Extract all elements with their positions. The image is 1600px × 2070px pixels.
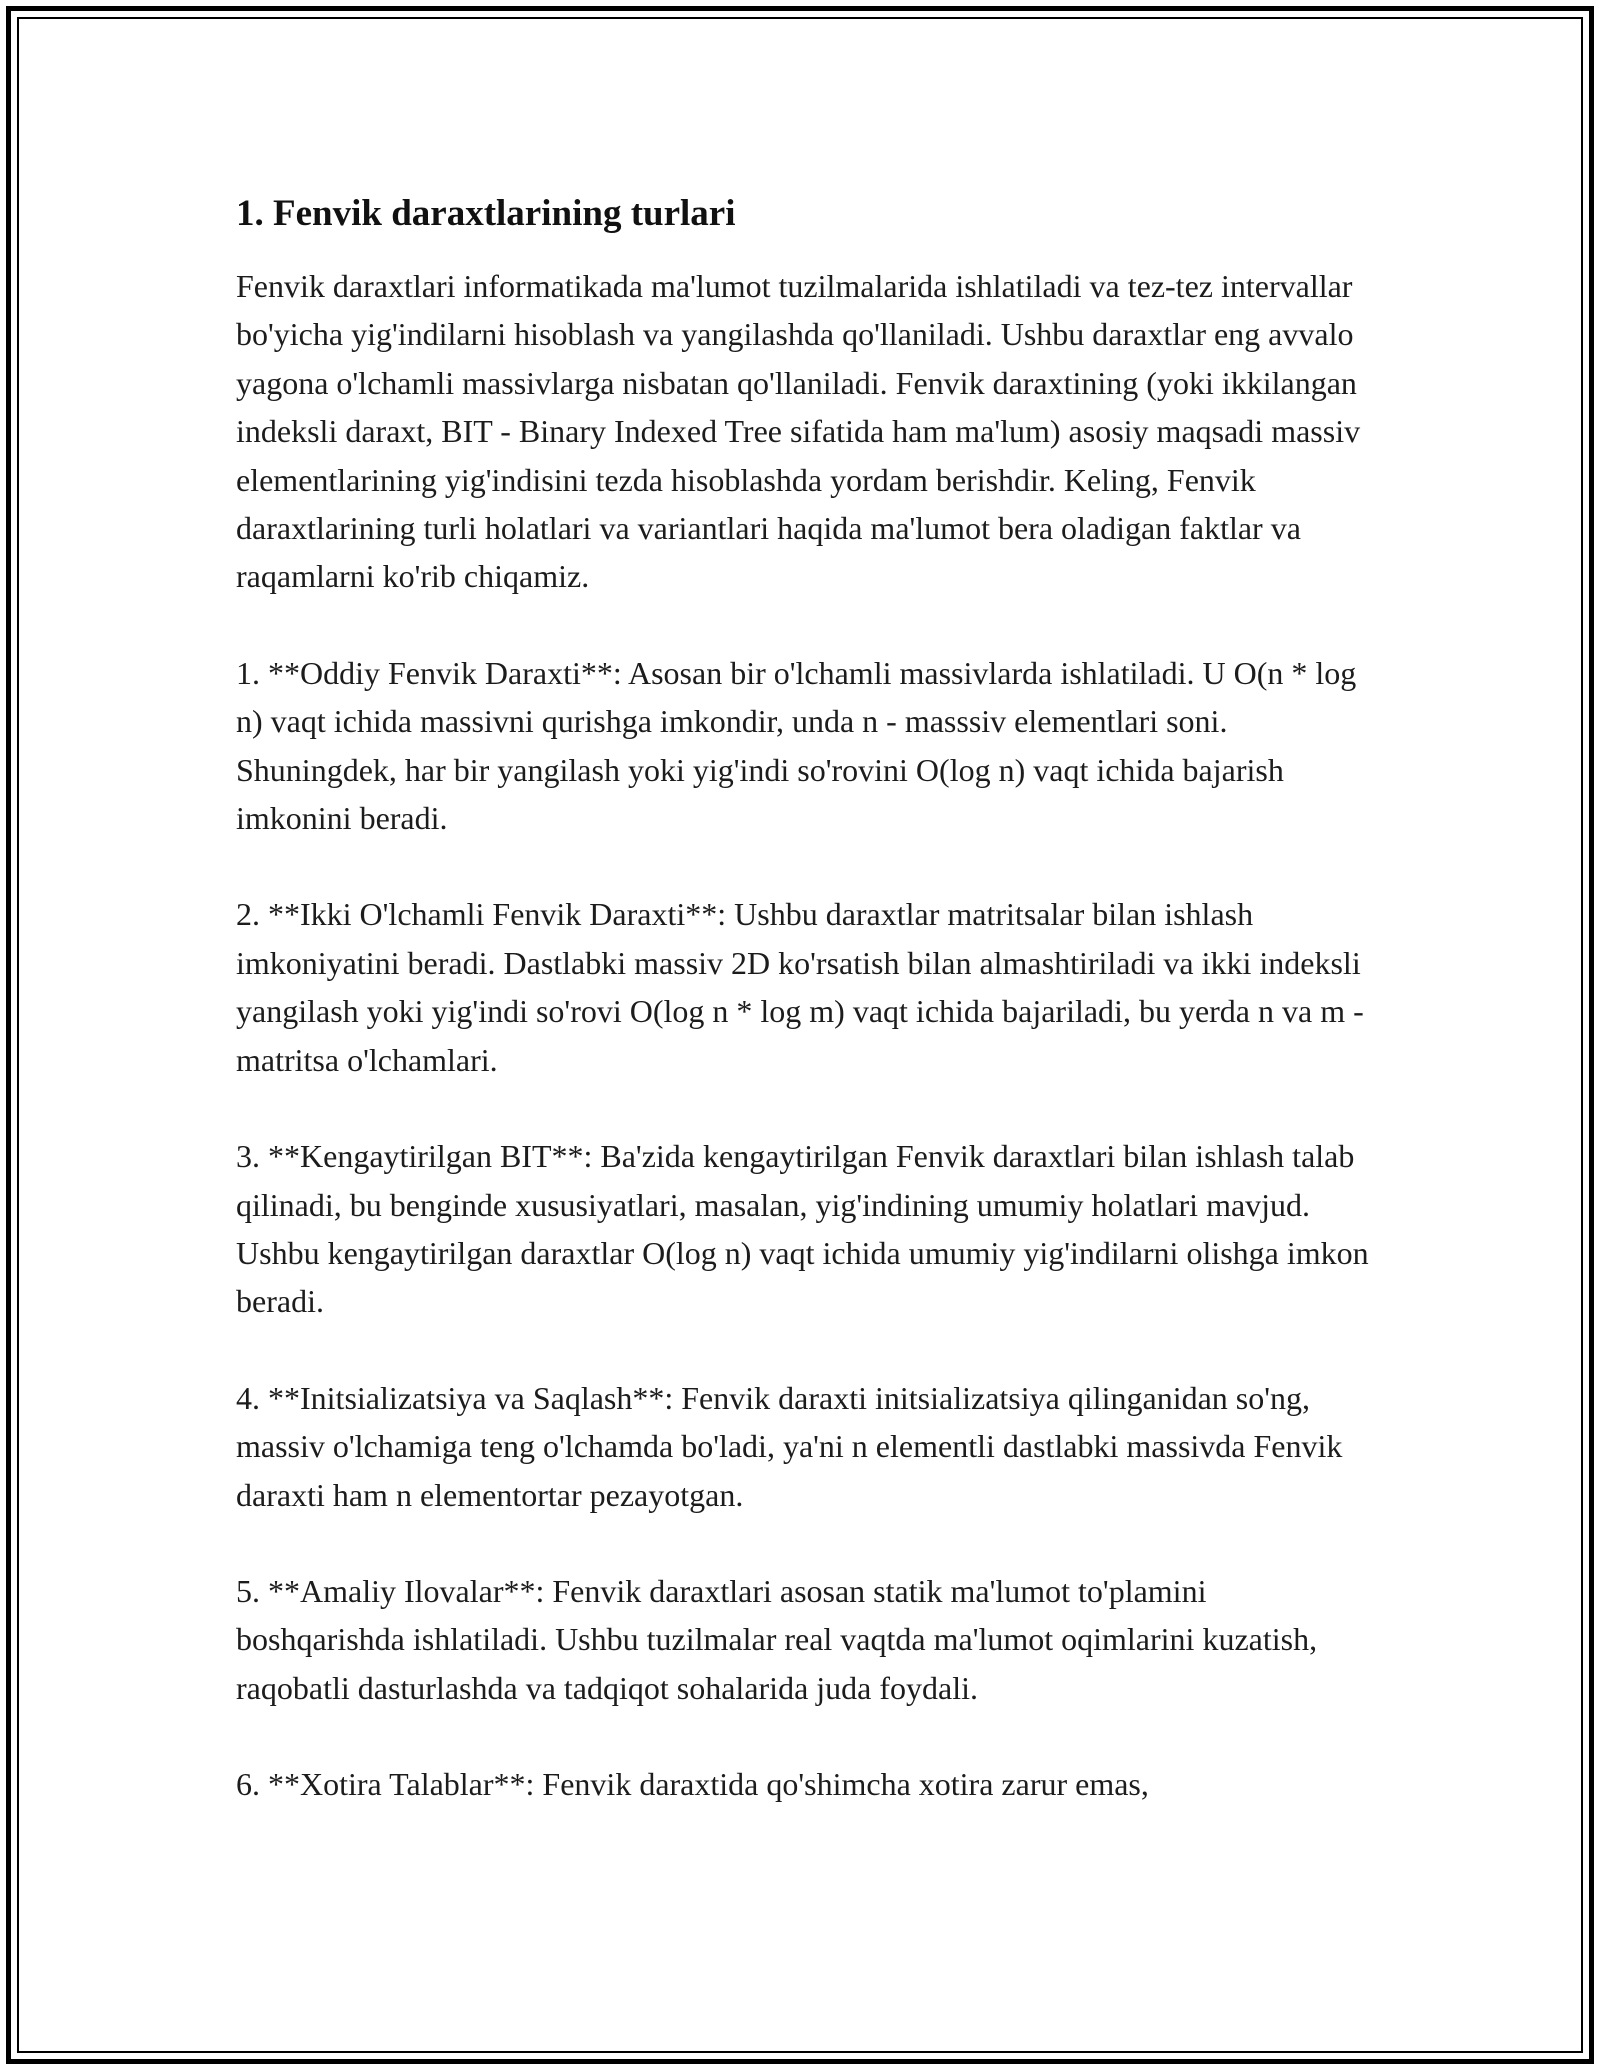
list-item-initsializatsiya: 4. **Initsializatsiya va Saqlash**: Fenvik daraxti initsializatsiya qilinganidan so'ng, massiv o'lchamiga teng o'lchamda bo'ladi, ya'ni n elementli dastlabki massivda Fenvik daraxti ham n elementortar pezayotgan. (236, 1379, 1343, 1513)
list-item-oddiy-fenvik: 1. **Oddiy Fenvik Daraxti**: Asosan bir o'lchamli massivlarda ishlatiladi. U O(n * log n) vaqt ichida massivni qurishga imkondir, unda n - masssiv elementlari soni. Shuningdek, har bir yangilash yoki yig'indi so'rovini O(log n) vaqt ichida bajarish imkonini beradi. (236, 654, 1357, 837)
document-page (236, 188, 1376, 1857)
document-title: 1. Fenvik daraxtlarining turlari (236, 193, 736, 234)
list-item-xotira-talablar: 6. **Xotira Talablar**: Fenvik daraxtida qo'shimcha xotira zarur emas, (236, 1766, 1149, 1803)
list-item-amaliy-ilovalar: 5. **Amaliy Ilovalar**: Fenvik daraxtlari asosan statik ma'lumot to'plamini boshqarishda ishlatiladi. Ushbu tuzilmalar real vaqtda ma'lumot oqimlarini kuzatish, raqobatli dasturlashda va tadqiqot sohalarida juda foydali. (236, 1572, 1318, 1706)
intro-paragraph: Fenvik daraxtlari informatikada ma'lumot tuzilmalarida ishlatiladi va tez-tez intervallar bo'yicha yig'indilarni hisoblash va yangilashda qo'llaniladi. Ushbu daraxtlar eng avvalo yagona o'lchamli massivlarga nisbatan qo'llaniladi. Fenvik daraxtining (yoki ikkilangan indeksli daraxt, BIT - Binary Indexed Tree sifatida ham ma'lum) asosiy maqsadi massiv elementlarining yig'indisini tezda hisoblashda yordam berishdir. Keling, Fenvik daraxtlarining turli holatlari va variantlari haqida ma'lumot bera oladigan faktlar va raqamlarni ko'rib chiqamiz. (236, 268, 1361, 595)
list-item-ikki-olchamli: 2. **Ikki O'lchamli Fenvik Daraxti**: Ushbu daraxtlar matritsalar bilan ishlash imkoniyatini beradi. Dastlabki massiv 2D ko'rsatish bilan almashtiriladi va ikki indeksli yangilash yoki yig'indi so'rovi O(log n * log m) vaqt ichida bajariladi, bu yerda n va m - matritsa o'lchamlari. (236, 896, 1364, 1078)
list-item-kengaytirilgan-bit: 3. **Kengaytirilgan BIT**: Ba'zida kengaytirilgan Fenvik daraxtlari bilan ishlash talab qilinadi, bu benginde xususiyatlari, masalan, yig'indining umumiy holatlari mavjud. Ushbu kengaytirilgan daraxtlar O(log n) vaqt ichida umumiy yig'indilarni olishga imkon beradi. (236, 1138, 1369, 1320)
